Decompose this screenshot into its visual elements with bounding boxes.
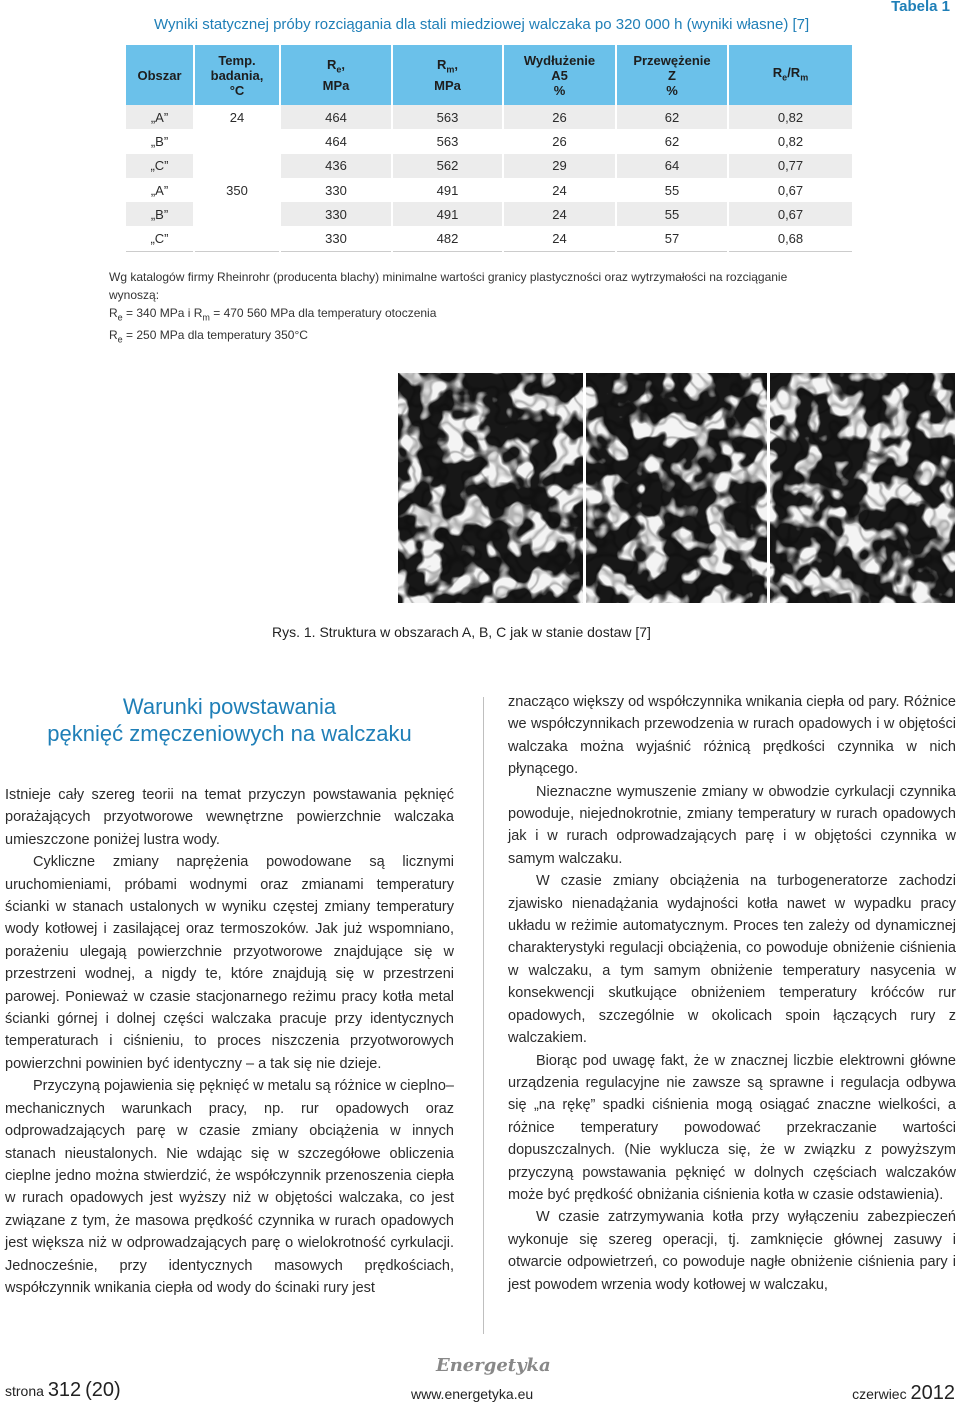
table-cell: 330 [280,178,392,202]
paragraph: Istnieje cały szereg teorii na temat przyczyn powstawania pęknięć porażających przyotworowe wewnętrzne powierzchnie walczaka umieszczone poniżej lustra wody. [5,787,454,848]
table-row [126,226,852,251]
table-cell: 24 [503,178,616,202]
table-cell: 55 [616,178,728,202]
table-cell: 0,82 [728,129,852,153]
table-cell: 62 [616,129,728,153]
header-wydluzenie: Wydłużenie A5 % [503,45,616,105]
paragraph: Biorąc pod uwagę fakt, że w znacznej liczbie elektrowni główne urządzenia regulacyjne nie zawsze są sprawne i regulacja odbywa się „na rękę” spadki ciśnienia mogą osiągać znaczne wielkości, a różnice temperatury powodować przekraczanie wartości dopuszczalnych. (Nie wyklucza się, że w związku z powyższym przyczyną powstawania pęknięć w dolnych częściach walczaków może być prędkość obniżania ciśnienia kotła w czasie odstawienia). [508,1052,956,1203]
issue-date: czerwiec 2012 [852,1382,955,1404]
table-cell: 24 [194,105,280,129]
table-title: Wyniki statycznej próby rozciągania dla stali miedziowej walczaka po 320 000 h (wyniki własne) [7] [154,16,810,33]
microstructure-image [398,373,955,603]
table-cell: 24 [503,226,616,251]
table-cell: 24 [503,202,616,226]
table-cell: 64 [616,154,728,178]
header-temp: Temp. badania, °C [194,45,280,105]
heading-line: pęknięć zmęczeniowych na walczaku [47,721,412,746]
note-line: $R_e = 340$ MPa i $R_m = 470$ 560 MPa dla temperatury otoczenia [109,306,437,323]
table-cell: 0,77 [728,154,852,178]
paragraph: znacząco większy od współczynnika wnikania ciepła od pary. Różnice we współczynnikach przewodzenia w rurach opadowych i w objętości walczaka można wyjaśnić różnicą prędkości czynnika w nich płynącego. [508,694,956,778]
table-row [126,154,852,178]
table-cell: 0,82 [728,105,852,129]
paragraph: Cykliczne zmiany naprężenia powodowane są licznymi uruchomieniami, próbami wodnymi oraz zmianami temperatury ścianki w stanach ustalonych w wyniku częstej zmiany temperatury wody kotłowej i zasilającej oraz termoszoków. Jak już wspomniano, porażeniu ulegają powierzchnie przyotworowe znajdujące się w przestrzeni wodnej, a nigdy te, które znajdują się w przestrzeni parowej. Ponieważ w czasie stacjonarnego reżimu pracy kotła metal ścianki górnej i dolnej części walczaka pracuje przy identycznych temperaturach i ciśnieniu, to proces niszczenia przyotworowych powierzchni powinien być identyczny – a tak się nie dzieje. [5,854,454,1072]
table-row [126,202,852,226]
table-cell [194,129,280,153]
note-line: Wg katalogów firmy Rheinrohr (producenta blachy) minimalne wartości granicy plastyczności oraz wytrzymałości na rozciąganie [109,270,788,284]
table-cell: „A” [126,105,194,129]
table-cell: 482 [392,226,503,251]
paragraph: W czasie zatrzymywania kotła przy wyłączeniu zabezpieczeń wykonuje się szereg operacji, tj. zamknięcie głównej zasuwy i otwarcie odpowietrzeń, co powoduje nagłe obniżenie ciśnienia pary i jest powodem wrzenia wody kotłowej w walczaku, [508,1209,956,1293]
catalog-note [109,268,869,349]
table-cell: 0,67 [728,202,852,226]
microstructure-pattern [398,373,955,603]
results-table [126,45,852,252]
website-link[interactable]: www.energetyka.eu [411,1386,534,1402]
header-rm: $R_m$, MPa [392,45,503,105]
table-row [126,129,852,153]
article-left-column [5,693,454,1299]
table-number-label: Tabela 1 [891,0,950,15]
header-re-rm-ratio: $R_e/R_m$ [728,45,852,105]
note-line: $R_e = 250$ MPa dla temperatury 350°C [109,328,308,345]
table-cell: „B” [126,202,194,226]
energetyka-logo: Energetyka [436,1355,551,1376]
table-cell: 562 [392,154,503,178]
paragraph: Nieznaczne wymuszenie zmiany w obwodzie cyrkulacji czynnika powoduje, niejednokrotnie, zmiany temperatury w rurach opadowych jak i w rurach odprowadzających parę i w objętości czynnika w samym walczaku. [508,783,956,867]
table-cell: 55 [616,202,728,226]
table-cell [194,154,280,178]
paragraph: Przyczyną pojawienia się pęknięć w metalu są różnice w cieplno–mechanicznych warunkach pracy, np. rur opadowych oraz odprowadzających parę w czasie zmiany obciążenia w innych stanach nieustalonych. Nie wdając się w szczegółowe obliczenia cieplne jedno można stwierdzić, że współczynnik przenoszenia ciepła w rurach opadowych jest wyższy niż w objętości walczaka, co jest związane z tym, że masowa prędkość czynnika w rurach opadowych jest większa niż w odprowadzających parę o wielokrotność cyrkulacji. Jednocześnie, przy identycznych masowych prędkościach, współczynnik wnikania ciepła od wody do ścinaki rury jest [5,1078,454,1296]
page-number: strona 312 (20) [5,1379,121,1401]
table-cell: „C” [126,226,194,251]
table-cell: 26 [503,105,616,129]
heading-line: Warunki powstawania [122,694,337,719]
article-heading [5,693,454,747]
table-cell [194,202,280,226]
paragraph: W czasie zmiany obciążenia na turbogeneratorze zachodzi zjawisko nienadążania wydajności kotła nawet w wypadku pracy układu w reżimie automatycznym. Proces ten zależy od dynamicznej charakterystyki regulacji obciążenia, co powoduje obniżenie ciśnienia w walczaku, a tym samym obniżenie temperatury nasycenia w konsekwencji skutkujące obniżeniem temperatury króćców rur opadowych, szczególnie w okolicach spoin łączących rury z walczakiem. [508,873,956,1047]
table-cell: „B” [126,129,194,153]
table-cell: 350 [194,178,280,202]
table-cell [194,226,280,251]
table-cell: „C” [126,154,194,178]
table-cell: 62 [616,105,728,129]
table-cell: 464 [280,129,392,153]
table-header-row [126,45,852,105]
table-cell: 0,68 [728,226,852,251]
table-cell: 330 [280,202,392,226]
table-cell: 464 [280,105,392,129]
table-row [126,105,852,129]
table-cell: 491 [392,178,503,202]
table-cell: 0,67 [728,178,852,202]
table-cell: 436 [280,154,392,178]
figure-caption: Rys. 1. Struktura w obszarach A, B, C jak w stanie dostaw [7] [272,624,651,640]
table-cell: „A” [126,178,194,202]
header-obszar: Obszar [126,45,194,105]
table-cell: 491 [392,202,503,226]
table-cell: 29 [503,154,616,178]
header-re: $R_e$, MPa [280,45,392,105]
header-przewezenie: Przewężenie Z % [616,45,728,105]
table-cell: 563 [392,105,503,129]
article-right-column [508,691,956,1296]
note-line: wynoszą: [109,288,160,302]
table-cell: 563 [392,129,503,153]
table-cell: 26 [503,129,616,153]
column-divider [483,697,484,1334]
table-row [126,178,852,202]
table-cell: 57 [616,226,728,251]
table-cell: 330 [280,226,392,251]
